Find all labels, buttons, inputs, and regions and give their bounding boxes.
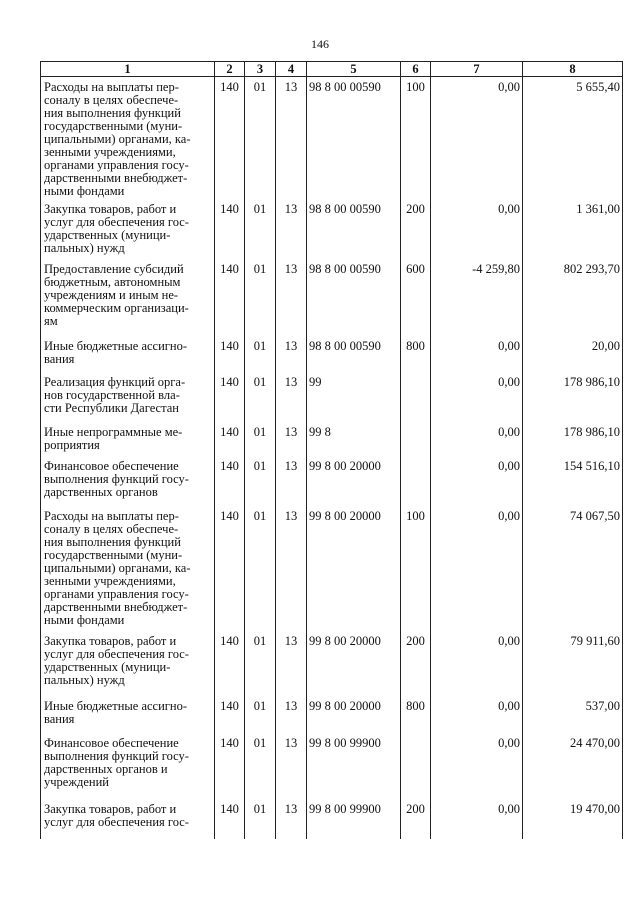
cell-gr-code: 140 xyxy=(215,631,245,696)
row-description xyxy=(41,336,215,372)
description-line: услуг для обеспечения гос- xyxy=(44,646,189,661)
cell-subsection-code: 13 xyxy=(276,199,307,259)
description-line: дарственных органов и xyxy=(44,761,168,776)
description-line: Финансовое обеспечение xyxy=(44,458,179,473)
cell-target-article: 98 8 00 00590 xyxy=(307,336,401,372)
cell-total-amount: 178 986,10 xyxy=(523,372,623,422)
cell-amendment-amount: -4 259,80 xyxy=(431,259,523,336)
cell-gr-code: 140 xyxy=(215,506,245,631)
description-line: нов государственной вла- xyxy=(44,387,180,402)
table-row xyxy=(41,372,623,422)
cell-gr-code: 140 xyxy=(215,259,245,336)
description-line: Предоставление субсидий xyxy=(44,261,184,276)
cell-target-article: 99 8 00 20000 xyxy=(307,506,401,631)
description-line: зенными учреждениями, xyxy=(44,145,176,159)
cell-subsection-code: 13 xyxy=(276,77,307,199)
table-row xyxy=(41,631,623,696)
column-header-3: 3 xyxy=(245,62,276,77)
cell-target-article: 99 8 00 99900 xyxy=(307,799,401,839)
cell-total-amount: 79 911,60 xyxy=(523,631,623,696)
description-line: Реализация функций орга- xyxy=(44,374,186,389)
cell-gr-code: 140 xyxy=(215,733,245,799)
description-line: ципальными) органами, ка- xyxy=(44,560,191,575)
column-header-7: 7 xyxy=(431,62,523,77)
row-description xyxy=(41,456,215,506)
cell-expense-type xyxy=(401,422,431,456)
cell-amendment-amount: 0,00 xyxy=(431,799,523,839)
cell-amendment-amount: 0,00 xyxy=(431,696,523,733)
cell-section-code: 01 xyxy=(245,733,276,799)
page-number: 146 xyxy=(311,37,329,51)
cell-amendment-amount: 0,00 xyxy=(431,336,523,372)
table-row xyxy=(41,77,623,199)
cell-section-code: 01 xyxy=(245,422,276,456)
cell-total-amount: 1 361,00 xyxy=(523,199,623,259)
cell-section-code: 01 xyxy=(245,372,276,422)
description-line: ными фондами xyxy=(44,184,125,198)
cell-section-code: 01 xyxy=(245,631,276,696)
description-line: вания xyxy=(44,351,75,366)
column-header-5: 5 xyxy=(307,62,401,77)
cell-total-amount: 154 516,10 xyxy=(523,456,623,506)
cell-gr-code: 140 xyxy=(215,799,245,839)
cell-amendment-amount: 0,00 xyxy=(431,631,523,696)
cell-gr-code: 140 xyxy=(215,199,245,259)
description-line: ям xyxy=(44,313,58,328)
description-line: Иные непрограммные ме- xyxy=(44,424,183,439)
cell-subsection-code: 13 xyxy=(276,422,307,456)
cell-subsection-code: 13 xyxy=(276,336,307,372)
column-header-2: 2 xyxy=(215,62,245,77)
column-header-6: 6 xyxy=(401,62,431,77)
description-line: Расходы на выплаты пер- xyxy=(44,80,179,94)
table-row xyxy=(41,259,623,336)
description-line: учреждений xyxy=(44,774,109,789)
description-line: ципальными) органами, ка- xyxy=(44,132,191,146)
description-line: соналу в целях обеспече- xyxy=(44,521,179,536)
description-line: дарственных органов xyxy=(44,484,158,499)
cell-expense-type: 200 xyxy=(401,631,431,696)
column-header-1: 1 xyxy=(41,62,215,77)
description-line: коммерческим организаци- xyxy=(44,300,189,315)
row-description xyxy=(41,259,215,336)
cell-gr-code: 140 xyxy=(215,422,245,456)
description-line: вания xyxy=(44,711,75,726)
cell-expense-type xyxy=(401,456,431,506)
cell-amendment-amount: 0,00 xyxy=(431,456,523,506)
cell-subsection-code: 13 xyxy=(276,696,307,733)
cell-section-code: 01 xyxy=(245,506,276,631)
cell-target-article: 98 8 00 00590 xyxy=(307,199,401,259)
cell-section-code: 01 xyxy=(245,259,276,336)
description-line: органами управления госу- xyxy=(44,158,189,172)
cell-amendment-amount: 0,00 xyxy=(431,733,523,799)
cell-subsection-code: 13 xyxy=(276,733,307,799)
description-line: услуг для обеспечения гос- xyxy=(44,814,189,829)
row-description xyxy=(41,631,215,696)
row-description xyxy=(41,422,215,456)
cell-amendment-amount: 0,00 xyxy=(431,372,523,422)
description-line: бюджетным, автономным xyxy=(44,274,181,289)
description-line: Закупка товаров, работ и xyxy=(44,201,177,216)
row-description xyxy=(41,696,215,733)
description-line: дарственными внебюджет- xyxy=(44,171,188,185)
cell-amendment-amount: 0,00 xyxy=(431,422,523,456)
description-line: государственными (муни- xyxy=(44,547,183,562)
cell-expense-type xyxy=(401,733,431,799)
cell-gr-code: 140 xyxy=(215,696,245,733)
cell-amendment-amount: 0,00 xyxy=(431,77,523,199)
cell-total-amount: 537,00 xyxy=(523,696,623,733)
cell-target-article: 99 8 00 20000 xyxy=(307,631,401,696)
cell-expense-type: 800 xyxy=(401,696,431,733)
cell-gr-code: 140 xyxy=(215,372,245,422)
cell-total-amount: 74 067,50 xyxy=(523,506,623,631)
cell-target-article: 98 8 00 00590 xyxy=(307,259,401,336)
cell-target-article: 99 xyxy=(307,372,401,422)
cell-target-article: 99 8 00 20000 xyxy=(307,696,401,733)
cell-subsection-code: 13 xyxy=(276,456,307,506)
description-line: услуг для обеспечения гос- xyxy=(44,214,189,229)
description-line: Закупка товаров, работ и xyxy=(44,801,177,816)
row-description xyxy=(41,199,215,259)
description-line: выполнения функций госу- xyxy=(44,471,189,486)
description-line: дарственными внебюджет- xyxy=(44,599,188,614)
description-line: роприятия xyxy=(44,437,100,452)
cell-total-amount: 178 986,10 xyxy=(523,422,623,456)
cell-gr-code: 140 xyxy=(215,456,245,506)
cell-section-code: 01 xyxy=(245,799,276,839)
cell-target-article: 99 8 00 99900 xyxy=(307,733,401,799)
cell-subsection-code: 13 xyxy=(276,372,307,422)
cell-section-code: 01 xyxy=(245,696,276,733)
table-row xyxy=(41,199,623,259)
cell-target-article: 99 8 xyxy=(307,422,401,456)
table-row xyxy=(41,696,623,733)
cell-target-article: 98 8 00 00590 xyxy=(307,77,401,199)
cell-section-code: 01 xyxy=(245,199,276,259)
cell-subsection-code: 13 xyxy=(276,799,307,839)
cell-total-amount: 802 293,70 xyxy=(523,259,623,336)
cell-section-code: 01 xyxy=(245,456,276,506)
table-row xyxy=(41,799,623,839)
description-line: органами управления госу- xyxy=(44,586,189,601)
cell-expense-type: 800 xyxy=(401,336,431,372)
table-row xyxy=(41,336,623,372)
description-line: выполнения функций госу- xyxy=(44,748,189,763)
description-line: пальных) нужд xyxy=(44,672,125,687)
cell-expense-type: 200 xyxy=(401,799,431,839)
cell-expense-type: 100 xyxy=(401,506,431,631)
cell-total-amount: 24 470,00 xyxy=(523,733,623,799)
row-description xyxy=(41,506,215,631)
cell-section-code: 01 xyxy=(245,77,276,199)
description-line: ния выполнения функций xyxy=(44,106,181,120)
description-line: государственными (муни- xyxy=(44,119,183,133)
description-line: ными фондами xyxy=(44,612,125,627)
description-line: Расходы на выплаты пер- xyxy=(44,508,179,523)
cell-total-amount: 19 470,00 xyxy=(523,799,623,839)
cell-expense-type: 200 xyxy=(401,199,431,259)
description-line: Иные бюджетные ассигно- xyxy=(44,698,188,713)
cell-total-amount: 20,00 xyxy=(523,336,623,372)
description-line: зенными учреждениями, xyxy=(44,573,176,588)
table-row xyxy=(41,456,623,506)
row-description xyxy=(41,733,215,799)
description-line: Финансовое обеспечение xyxy=(44,735,179,750)
description-line: ударственных (муници- xyxy=(44,659,171,674)
description-line: соналу в целях обеспече- xyxy=(44,93,179,107)
column-header-4: 4 xyxy=(276,62,307,77)
cell-expense-type: 600 xyxy=(401,259,431,336)
cell-subsection-code: 13 xyxy=(276,631,307,696)
cell-subsection-code: 13 xyxy=(276,506,307,631)
cell-gr-code: 140 xyxy=(215,336,245,372)
column-header-8: 8 xyxy=(523,62,623,77)
table-row xyxy=(41,733,623,799)
header-row xyxy=(41,62,623,77)
description-line: сти Республики Дагестан xyxy=(44,400,179,415)
cell-expense-type: 100 xyxy=(401,77,431,199)
table-body xyxy=(41,77,623,839)
cell-amendment-amount: 0,00 xyxy=(431,506,523,631)
row-description xyxy=(41,372,215,422)
budget-table xyxy=(40,61,623,839)
cell-subsection-code: 13 xyxy=(276,259,307,336)
row-description xyxy=(41,77,215,199)
cell-amendment-amount: 0,00 xyxy=(431,199,523,259)
description-line: пальных) нужд xyxy=(44,240,125,255)
row-description xyxy=(41,799,215,839)
cell-gr-code: 140 xyxy=(215,77,245,199)
description-line: ния выполнения функций xyxy=(44,534,181,549)
table-row xyxy=(41,506,623,631)
description-line: учреждениям и иным не- xyxy=(44,287,179,302)
description-line: ударственных (муници- xyxy=(44,227,171,242)
description-line: Закупка товаров, работ и xyxy=(44,633,177,648)
cell-section-code: 01 xyxy=(245,336,276,372)
cell-expense-type xyxy=(401,372,431,422)
table-row xyxy=(41,422,623,456)
description-line: Иные бюджетные ассигно- xyxy=(44,338,188,353)
cell-total-amount: 5 655,40 xyxy=(523,77,623,199)
cell-target-article: 99 8 00 20000 xyxy=(307,456,401,506)
